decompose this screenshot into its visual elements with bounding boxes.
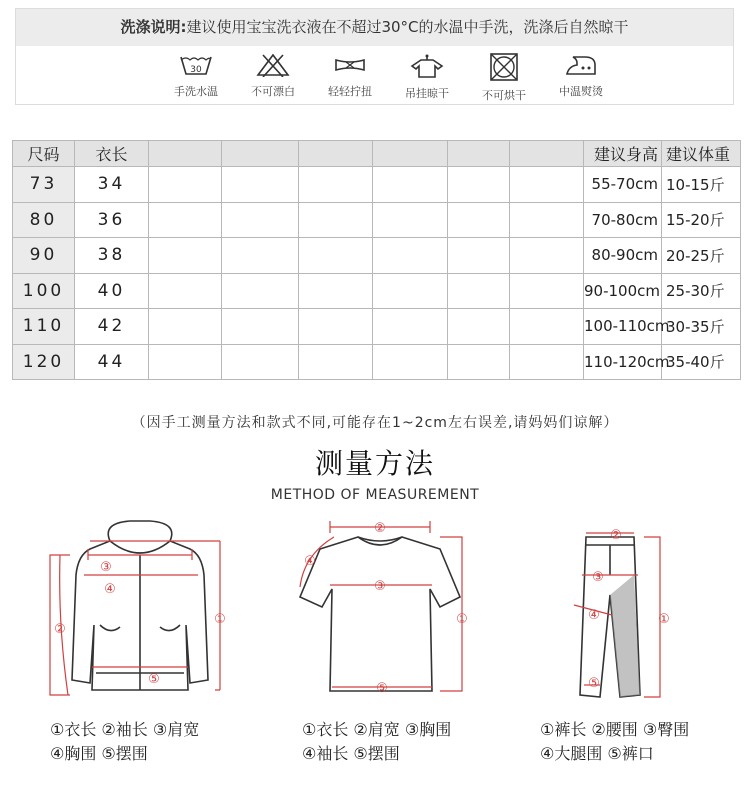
method-title: 测量方法 [314, 447, 435, 480]
header-size: 尺码 [13, 141, 75, 167]
legend-line: ①裤长 ②腰围 ③臀围 [540, 720, 690, 739]
cell-empty [299, 344, 373, 380]
cell-weight: 35-40斤 [662, 344, 741, 380]
cell-empty [222, 202, 299, 238]
cell-height: 55-70cm [584, 167, 662, 203]
cell-empty [510, 309, 584, 345]
cell-height: 110-120cm [584, 344, 662, 380]
care-label: 不可漂白 [251, 85, 295, 98]
header-empty [373, 141, 448, 167]
cell-height: 70-80cm [584, 202, 662, 238]
cell-weight: 15-20斤 [662, 202, 741, 238]
cell-empty [373, 238, 448, 274]
cell-empty [510, 167, 584, 203]
table-row [13, 273, 741, 309]
pants-diagram [560, 515, 700, 705]
marker-1: ① [658, 612, 670, 627]
hoodie-icon [72, 521, 208, 690]
cell-empty [222, 344, 299, 380]
cell-empty [448, 309, 510, 345]
cell-empty [149, 202, 222, 238]
cell-empty [510, 273, 584, 309]
cell-empty [448, 202, 510, 238]
cell-size: 73 [13, 167, 75, 203]
cell-size: 90 [13, 238, 75, 274]
measure-lines [300, 521, 462, 691]
jacket-diagram [40, 515, 255, 705]
cell-length: 36 [75, 202, 149, 238]
cell-weight: 10-15斤 [662, 167, 741, 203]
header-weight: 建议体重 [662, 141, 741, 167]
size-table [12, 140, 741, 380]
table-row [13, 344, 741, 380]
care-icon-row [16, 53, 733, 103]
legend-line: ④大腿围 ⑤裤口 [540, 744, 654, 763]
table-row [13, 202, 741, 238]
header-empty [448, 141, 510, 167]
cell-length: 40 [75, 273, 149, 309]
cell-empty [299, 167, 373, 203]
marker-5: ⑤ [376, 681, 388, 696]
marker-4: ④ [104, 582, 116, 597]
cell-length: 42 [75, 309, 149, 345]
gentle-wring-icon [332, 53, 368, 77]
no-tumble-dry-icon [486, 53, 522, 81]
cell-empty [510, 202, 584, 238]
care-label: 轻轻拧扭 [328, 85, 372, 98]
marker-1: ① [456, 612, 468, 627]
cell-empty [149, 167, 222, 203]
marker-3: ③ [592, 570, 604, 585]
cell-size: 120 [13, 344, 75, 380]
care-item-iron-medium [536, 53, 626, 99]
cell-weight: 25-30斤 [662, 273, 741, 309]
marker-3: ③ [100, 560, 112, 575]
cell-empty [149, 273, 222, 309]
cell-empty [299, 273, 373, 309]
table-row [13, 238, 741, 274]
no-bleach-icon [255, 53, 291, 77]
cell-length: 38 [75, 238, 149, 274]
hand-wash-30-icon [178, 53, 214, 77]
cell-empty [222, 309, 299, 345]
cell-empty [510, 238, 584, 274]
care-label: 手洗水温 [174, 85, 218, 98]
tshirt-legend [302, 718, 451, 766]
care-label: 不可烘干 [482, 89, 526, 102]
cell-empty [222, 273, 299, 309]
cell-empty [299, 202, 373, 238]
care-heading-label: 洗涤说明: [120, 18, 187, 36]
cell-empty [373, 202, 448, 238]
marker-5: ⑤ [588, 676, 600, 691]
cell-weight: 20-25斤 [662, 238, 741, 274]
cell-empty [448, 344, 510, 380]
cell-empty [149, 238, 222, 274]
legend-line: ①衣长 ②袖长 ③肩宽 [50, 720, 200, 739]
care-label: 中温熨烫 [559, 85, 603, 98]
table-row [13, 167, 741, 203]
cell-size: 80 [13, 202, 75, 238]
cell-empty [149, 344, 222, 380]
header-length: 衣长 [75, 141, 149, 167]
cell-empty [373, 167, 448, 203]
marker-2: ② [54, 622, 66, 637]
measurement-error-note: （因手工测量方法和款式不同,可能存在1~2cm左右误差,请妈妈们谅解） [131, 415, 619, 431]
cell-weight: 30-35斤 [662, 309, 741, 345]
marker-4: ④ [588, 608, 600, 623]
marker-3: ③ [374, 579, 386, 594]
header-empty [149, 141, 222, 167]
legend-line: ①衣长 ②肩宽 ③胸围 [302, 720, 452, 739]
cell-empty [149, 309, 222, 345]
table-row [13, 309, 741, 345]
iron-medium-icon [563, 53, 599, 77]
header-empty [222, 141, 299, 167]
table-header-row [13, 141, 741, 167]
hand-wash-temp: 30 [190, 65, 202, 75]
cell-empty [448, 167, 510, 203]
hang-dry-icon [409, 53, 445, 79]
header-empty [299, 141, 373, 167]
care-label: 吊挂晾干 [405, 87, 449, 100]
care-heading-text: 建议使用宝宝洗衣液在不超过30°C的水温中手洗，洗涤后自然晾干 [186, 18, 629, 36]
legend-line: ④袖长 ⑤摆围 [302, 744, 400, 763]
marker-4: ④ [304, 554, 316, 569]
cell-height: 100-110cm [584, 309, 662, 345]
pants-legend [540, 718, 689, 766]
cell-empty [510, 344, 584, 380]
header-empty [510, 141, 584, 167]
cell-empty [448, 238, 510, 274]
cell-length: 44 [75, 344, 149, 380]
cell-empty [373, 309, 448, 345]
tshirt-diagram [290, 515, 490, 705]
cell-size: 100 [13, 273, 75, 309]
care-heading [16, 9, 733, 46]
measure-lines [50, 541, 220, 695]
cell-size: 110 [13, 309, 75, 345]
legend-line: ④胸围 ⑤摆围 [50, 744, 148, 763]
jacket-legend [50, 718, 199, 766]
method-subtitle: METHOD OF MEASUREMENT [270, 487, 480, 503]
cell-empty [222, 167, 299, 203]
marker-2: ② [610, 528, 622, 543]
cell-length: 34 [75, 167, 149, 203]
care-instructions-box [15, 8, 734, 105]
cell-empty [299, 309, 373, 345]
tshirt-icon [300, 537, 460, 691]
cell-height: 80-90cm [584, 238, 662, 274]
marker-2: ② [374, 521, 386, 536]
cell-empty [222, 238, 299, 274]
cell-empty [373, 273, 448, 309]
marker-1: ① [214, 612, 226, 627]
marker-5: ⑤ [148, 672, 160, 687]
cell-empty [373, 344, 448, 380]
header-height: 建议身高 [584, 141, 662, 167]
cell-empty [448, 273, 510, 309]
cell-empty [299, 238, 373, 274]
cell-height: 90-100cm [584, 273, 662, 309]
